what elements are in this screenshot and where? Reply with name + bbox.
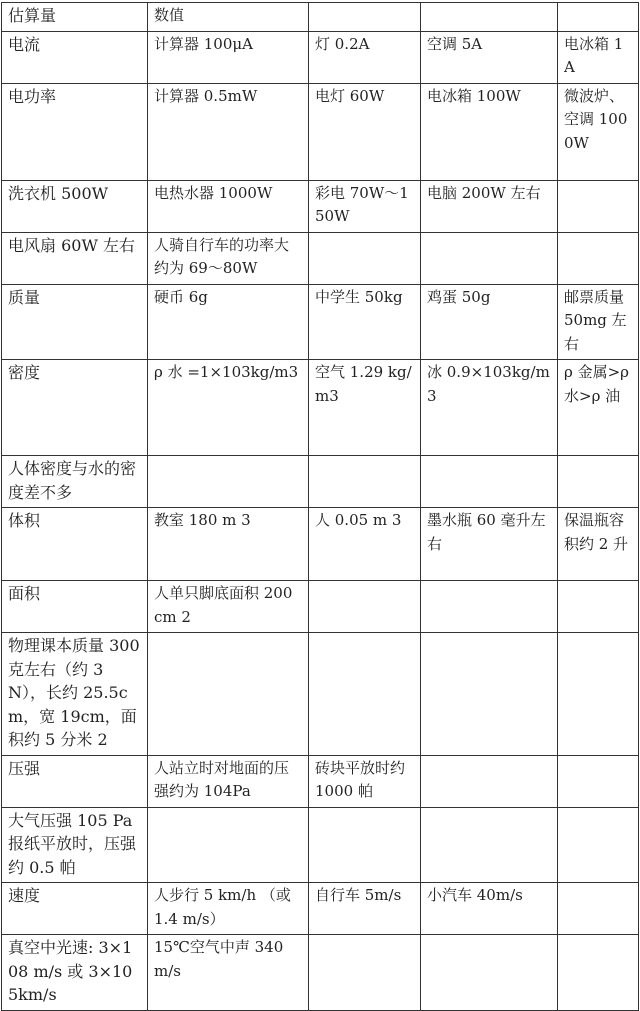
table-cell: 速度: [2, 883, 148, 935]
table-cell: 人 0.05 m 3: [309, 508, 421, 581]
table-cell: [558, 180, 639, 232]
table-cell: [558, 232, 639, 284]
table-cell: [558, 935, 639, 1011]
table-cell: 彩电 70W～150W: [309, 180, 421, 232]
table-cell: ρ 金属>ρ 水>ρ 油: [558, 360, 639, 456]
table-cell: 微波炉、空调 1000W: [558, 83, 639, 180]
table-cell: 物理课本质量 300 克左右（约 3N），长约 25.5cm，宽 19cm，面积约 5 分米 2: [2, 633, 148, 756]
table-row: [2, 180, 639, 232]
table-cell: [558, 456, 639, 508]
table-row: [2, 581, 639, 633]
table-row: [2, 360, 639, 456]
table-cell: [309, 581, 421, 633]
table-cell: [148, 633, 309, 756]
table-cell: [309, 807, 421, 883]
table-cell: [148, 807, 309, 883]
table-cell: 人站立时对地面的压强约为 104Pa: [148, 755, 309, 807]
table-row: [2, 935, 639, 1011]
table-row: [2, 284, 639, 360]
table-cell: 数值: [148, 3, 309, 32]
table-cell: 15℃空气中声 340m/s: [148, 935, 309, 1011]
table-cell: [421, 232, 558, 284]
table-cell: 大气压强 105 Pa 报纸平放时，压强约 0.5 帕: [2, 807, 148, 883]
table-cell: 电热水器 1000W: [148, 180, 309, 232]
table-row: [2, 807, 639, 883]
table-cell: 小汽车 40m/s: [421, 883, 558, 935]
table-cell: 面积: [2, 581, 148, 633]
table-cell: 压强: [2, 755, 148, 807]
table-row: [2, 232, 639, 284]
table-cell: [309, 3, 421, 32]
table-cell: 洗衣机 500W: [2, 180, 148, 232]
table-cell: [421, 581, 558, 633]
table-row: [2, 456, 639, 508]
table-cell: [421, 935, 558, 1011]
table-cell: 电脑 200W 左右: [421, 180, 558, 232]
table-cell: 灯 0.2A: [309, 31, 421, 83]
table-body: [2, 3, 639, 1011]
table-cell: 计算器 100μA: [148, 31, 309, 83]
table-cell: 人体密度与水的密度差不多: [2, 456, 148, 508]
table-cell: 硬币 6g: [148, 284, 309, 360]
table-cell: [558, 807, 639, 883]
table-row: [2, 83, 639, 180]
table-cell: 体积: [2, 508, 148, 581]
table-cell: 电风扇 60W 左右: [2, 232, 148, 284]
table-cell: 电功率: [2, 83, 148, 180]
table-row: [2, 508, 639, 581]
table-row: [2, 3, 639, 32]
table-cell: 空气 1.29 kg/m3: [309, 360, 421, 456]
table-cell: 鸡蛋 50g: [421, 284, 558, 360]
table-row: [2, 633, 639, 756]
table-cell: [558, 883, 639, 935]
table-cell: 人单只脚底面积 200 cm 2: [148, 581, 309, 633]
table-cell: 砖块平放时约 1000 帕: [309, 755, 421, 807]
table-row: [2, 755, 639, 807]
table-row: [2, 31, 639, 83]
table-cell: [421, 807, 558, 883]
table-cell: ρ 水 =1×103kg/m3: [148, 360, 309, 456]
table-cell: 保温瓶容积约 2 升: [558, 508, 639, 581]
table-cell: [421, 456, 558, 508]
table-cell: [558, 581, 639, 633]
table-row: [2, 883, 639, 935]
table-cell: [558, 633, 639, 756]
table-cell: 教室 180 m 3: [148, 508, 309, 581]
table-cell: 人骑自行车的功率大约为 69～80W: [148, 232, 309, 284]
table-cell: [558, 755, 639, 807]
table-cell: 质量: [2, 284, 148, 360]
table-cell: 人步行 5 km/h （或 1.4 m/s）: [148, 883, 309, 935]
table-cell: [309, 456, 421, 508]
table-cell: 冰 0.9×103kg/m3: [421, 360, 558, 456]
table-cell: [309, 935, 421, 1011]
table-cell: [558, 3, 639, 32]
table-cell: 电灯 60W: [309, 83, 421, 180]
table-cell: [148, 456, 309, 508]
physics-estimates-table: [1, 2, 639, 1011]
table-cell: [421, 3, 558, 32]
table-cell: 邮票质量 50mg 左右: [558, 284, 639, 360]
table-cell: 电流: [2, 31, 148, 83]
table-cell: [309, 633, 421, 756]
table-cell: [421, 633, 558, 756]
table-cell: 空调 5A: [421, 31, 558, 83]
table-cell: 估算量: [2, 3, 148, 32]
table-cell: 密度: [2, 360, 148, 456]
table-cell: 中学生 50kg: [309, 284, 421, 360]
table-cell: 电冰箱 1A: [558, 31, 639, 83]
table-cell: [309, 232, 421, 284]
table-cell: 自行车 5m/s: [309, 883, 421, 935]
table-cell: 电冰箱 100W: [421, 83, 558, 180]
table-cell: 真空中光速: 3×108 m/s 或 3×105km/s: [2, 935, 148, 1011]
table-cell: [421, 755, 558, 807]
table-cell: 墨水瓶 60 毫升左右: [421, 508, 558, 581]
table-cell: 计算器 0.5mW: [148, 83, 309, 180]
